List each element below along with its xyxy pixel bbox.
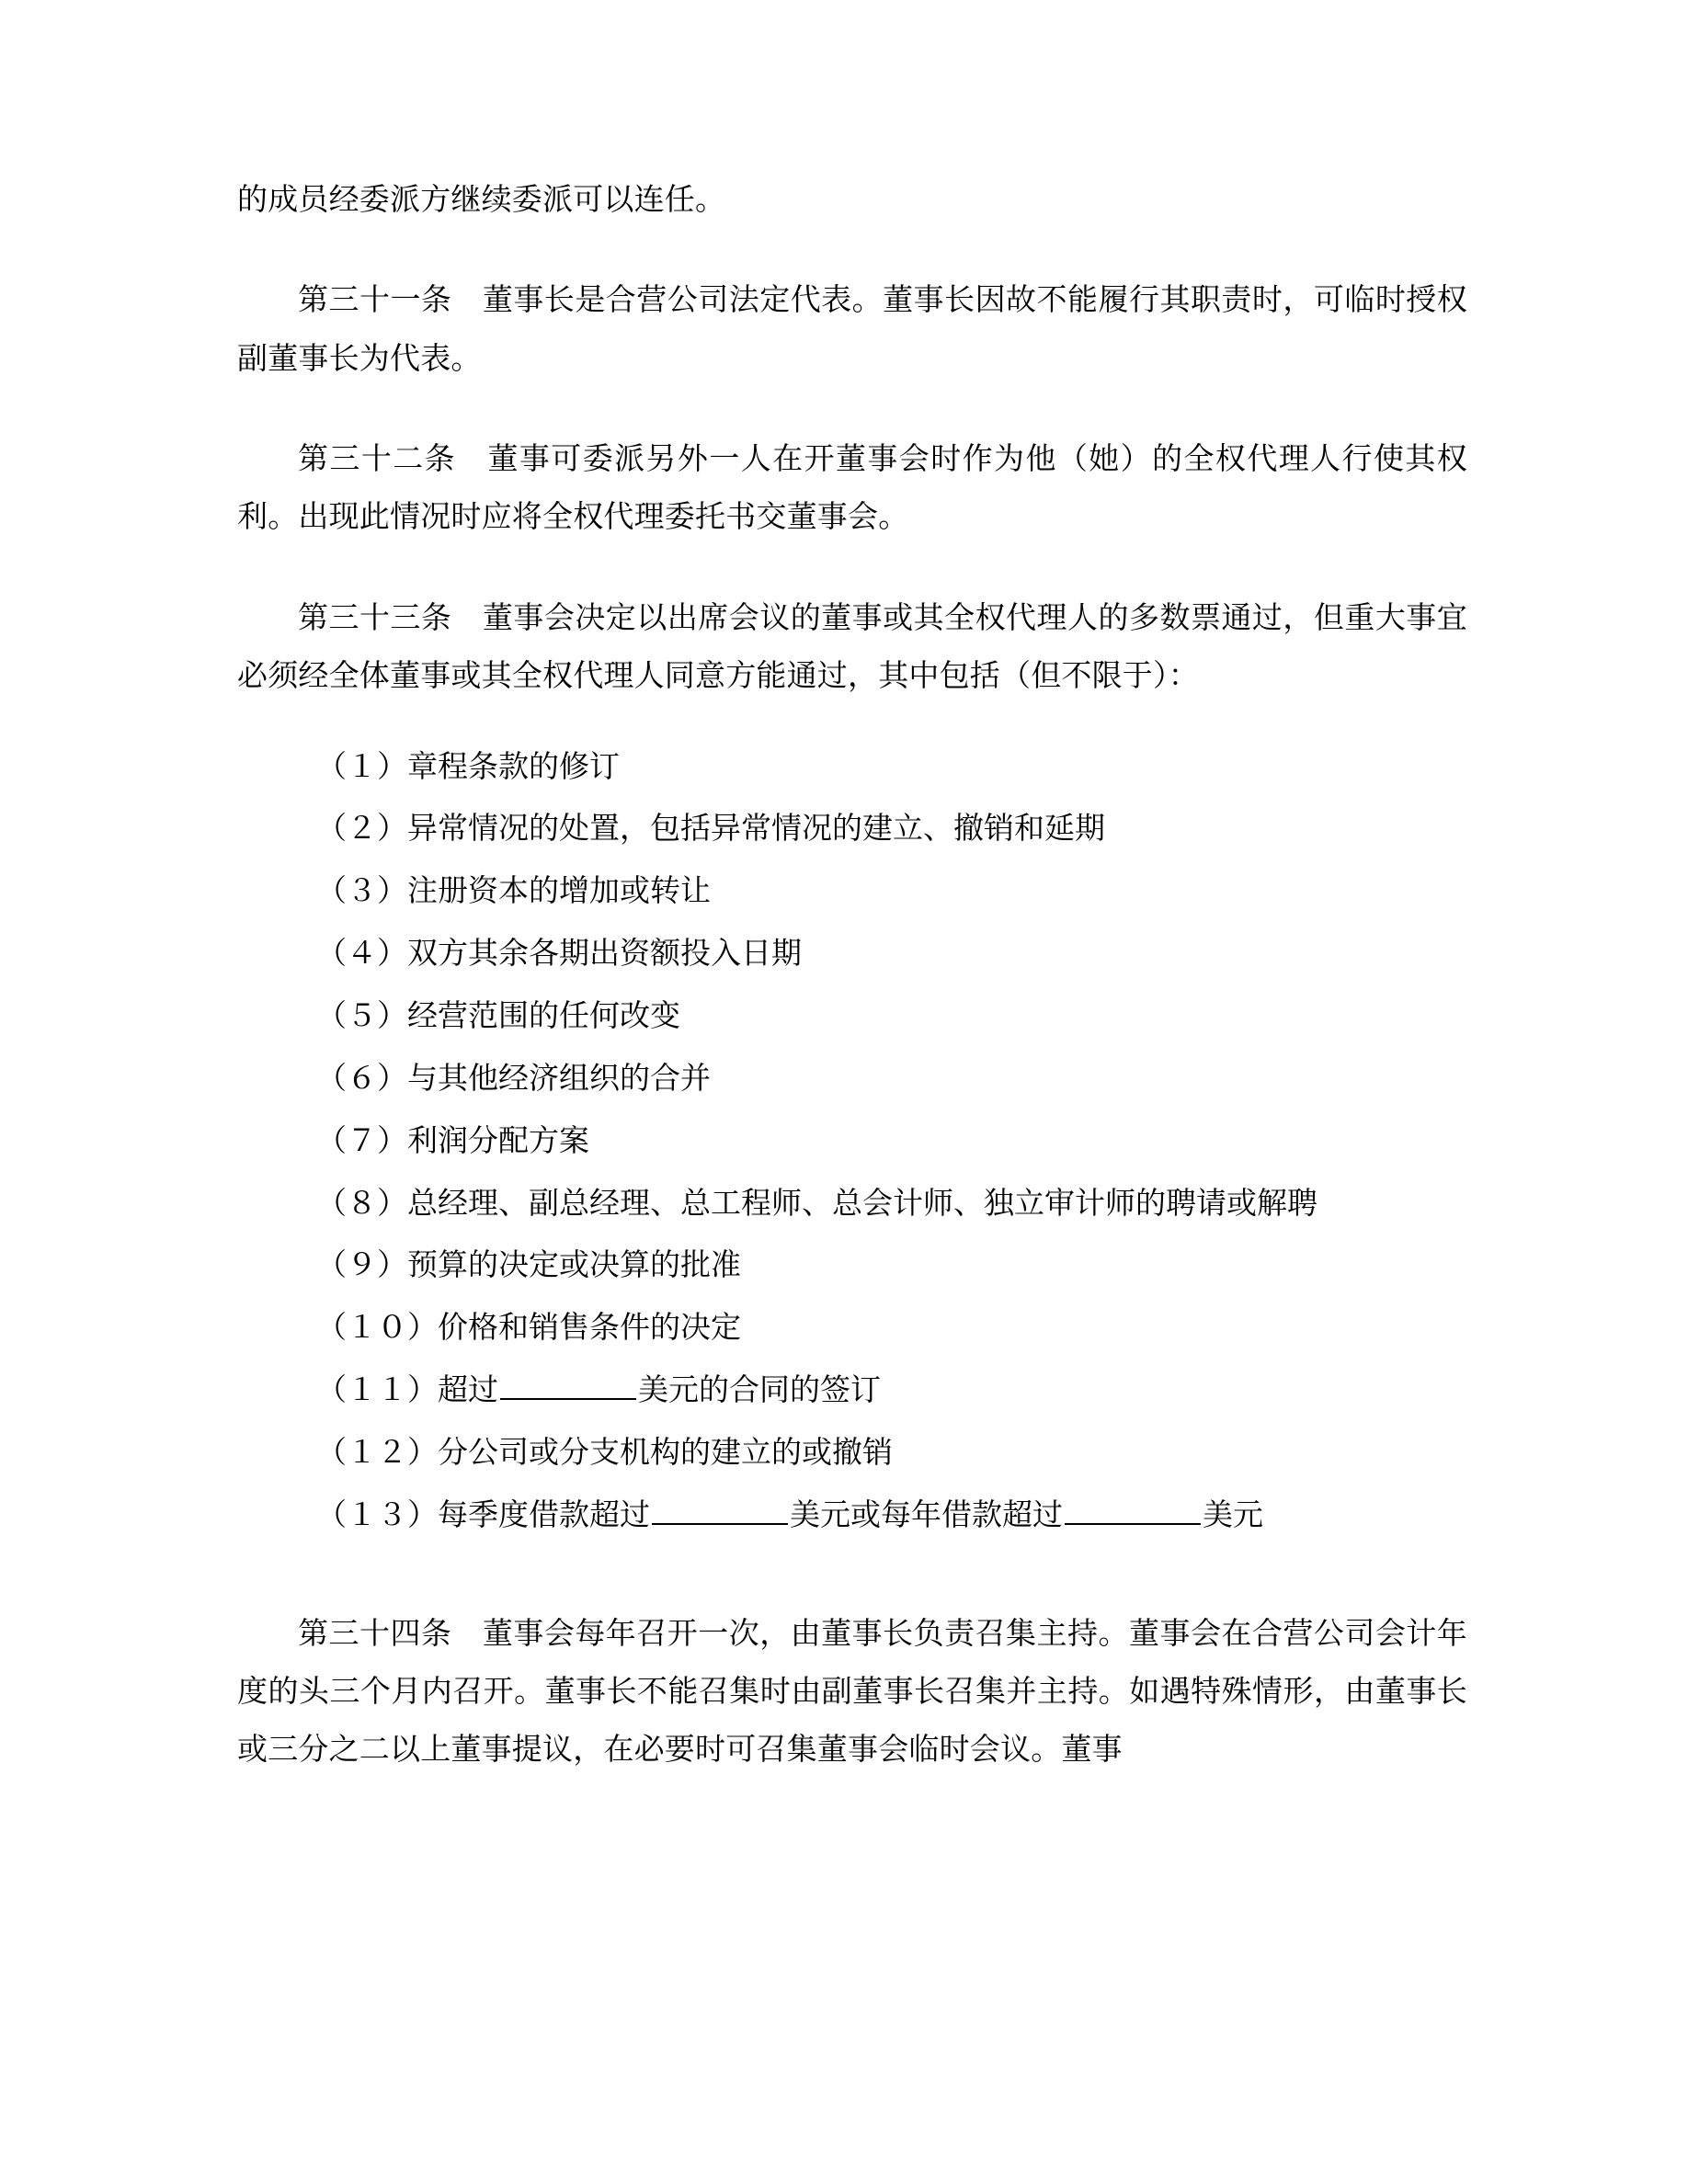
list-item-text: 美元的合同的签订 xyxy=(638,1371,881,1408)
list-item-text: （１１）超过 xyxy=(316,1371,498,1408)
list-item-text: 美元 xyxy=(1203,1496,1263,1532)
major-matters-list xyxy=(237,745,1467,1537)
list-item-text: （１３）每季度借款超过 xyxy=(316,1496,650,1532)
list-item: （６）与其他经济组织的合并 xyxy=(316,1059,711,1096)
list-item: （７）利润分配方案 xyxy=(316,1121,589,1158)
list-item-text: 美元或每年借款超过 xyxy=(790,1496,1063,1532)
list-item: （５）经营范围的任何改变 xyxy=(316,996,680,1033)
paragraph-continuation: 的成员经委派方继续委派可以连任。 xyxy=(237,181,726,217)
paragraph-article-34: 第三十四条 董事会每年召开一次，由董事长负责召集主持。董事会在合营公司会计年度的头三个月内召开。董事长不能召集时由副董事长召集并主持。如遇特殊情形，由董事长或三分之二以上董事提议，在必要时可召集董事会临时会议。董事 xyxy=(237,1614,1467,1768)
fill-in-blank xyxy=(500,1371,636,1400)
spacer xyxy=(237,1556,1467,1604)
list-item: （８）总经理、副总经理、总工程师、总会计师、独立审计师的聘请或解聘 xyxy=(316,1184,1317,1221)
list-item: （１）章程条款的修订 xyxy=(316,747,620,784)
paragraph-article-33: 第三十三条 董事会决定以出席会议的董事或其全权代理人的多数票通过，但重大事宜必须经全体董事或其全权代理人同意方能通过，其中包括（但不限于）： xyxy=(237,598,1467,694)
list-item: （４）双方其余各期出资额投入日期 xyxy=(316,935,802,972)
list-item: （１２）分公司或分支机构的建立的或撤销 xyxy=(316,1433,893,1470)
list-item: （３）注册资本的增加或转让 xyxy=(316,872,711,909)
list-item xyxy=(237,1369,1467,1412)
list-item: （２）异常情况的处置，包括异常情况的建立、撤销和延期 xyxy=(316,810,1105,847)
list-item: （９）预算的决定或决算的批准 xyxy=(316,1246,741,1283)
paragraph-article-32: 第三十二条 董事可委派另外一人在开董事会时作为他（她）的全权代理人行使其权利。出现此情况时应将全权代理委托书交董事会。 xyxy=(237,440,1467,535)
fill-in-blank xyxy=(1065,1496,1201,1525)
fill-in-blank xyxy=(652,1496,788,1525)
paragraph-article-31: 第三十一条 董事长是合营公司法定代表。董事长因故不能履行其职责时，可临时授权副董事长为代表。 xyxy=(237,281,1467,376)
list-item: （１０）价格和销售条件的决定 xyxy=(316,1309,741,1346)
list-item xyxy=(237,1494,1467,1537)
